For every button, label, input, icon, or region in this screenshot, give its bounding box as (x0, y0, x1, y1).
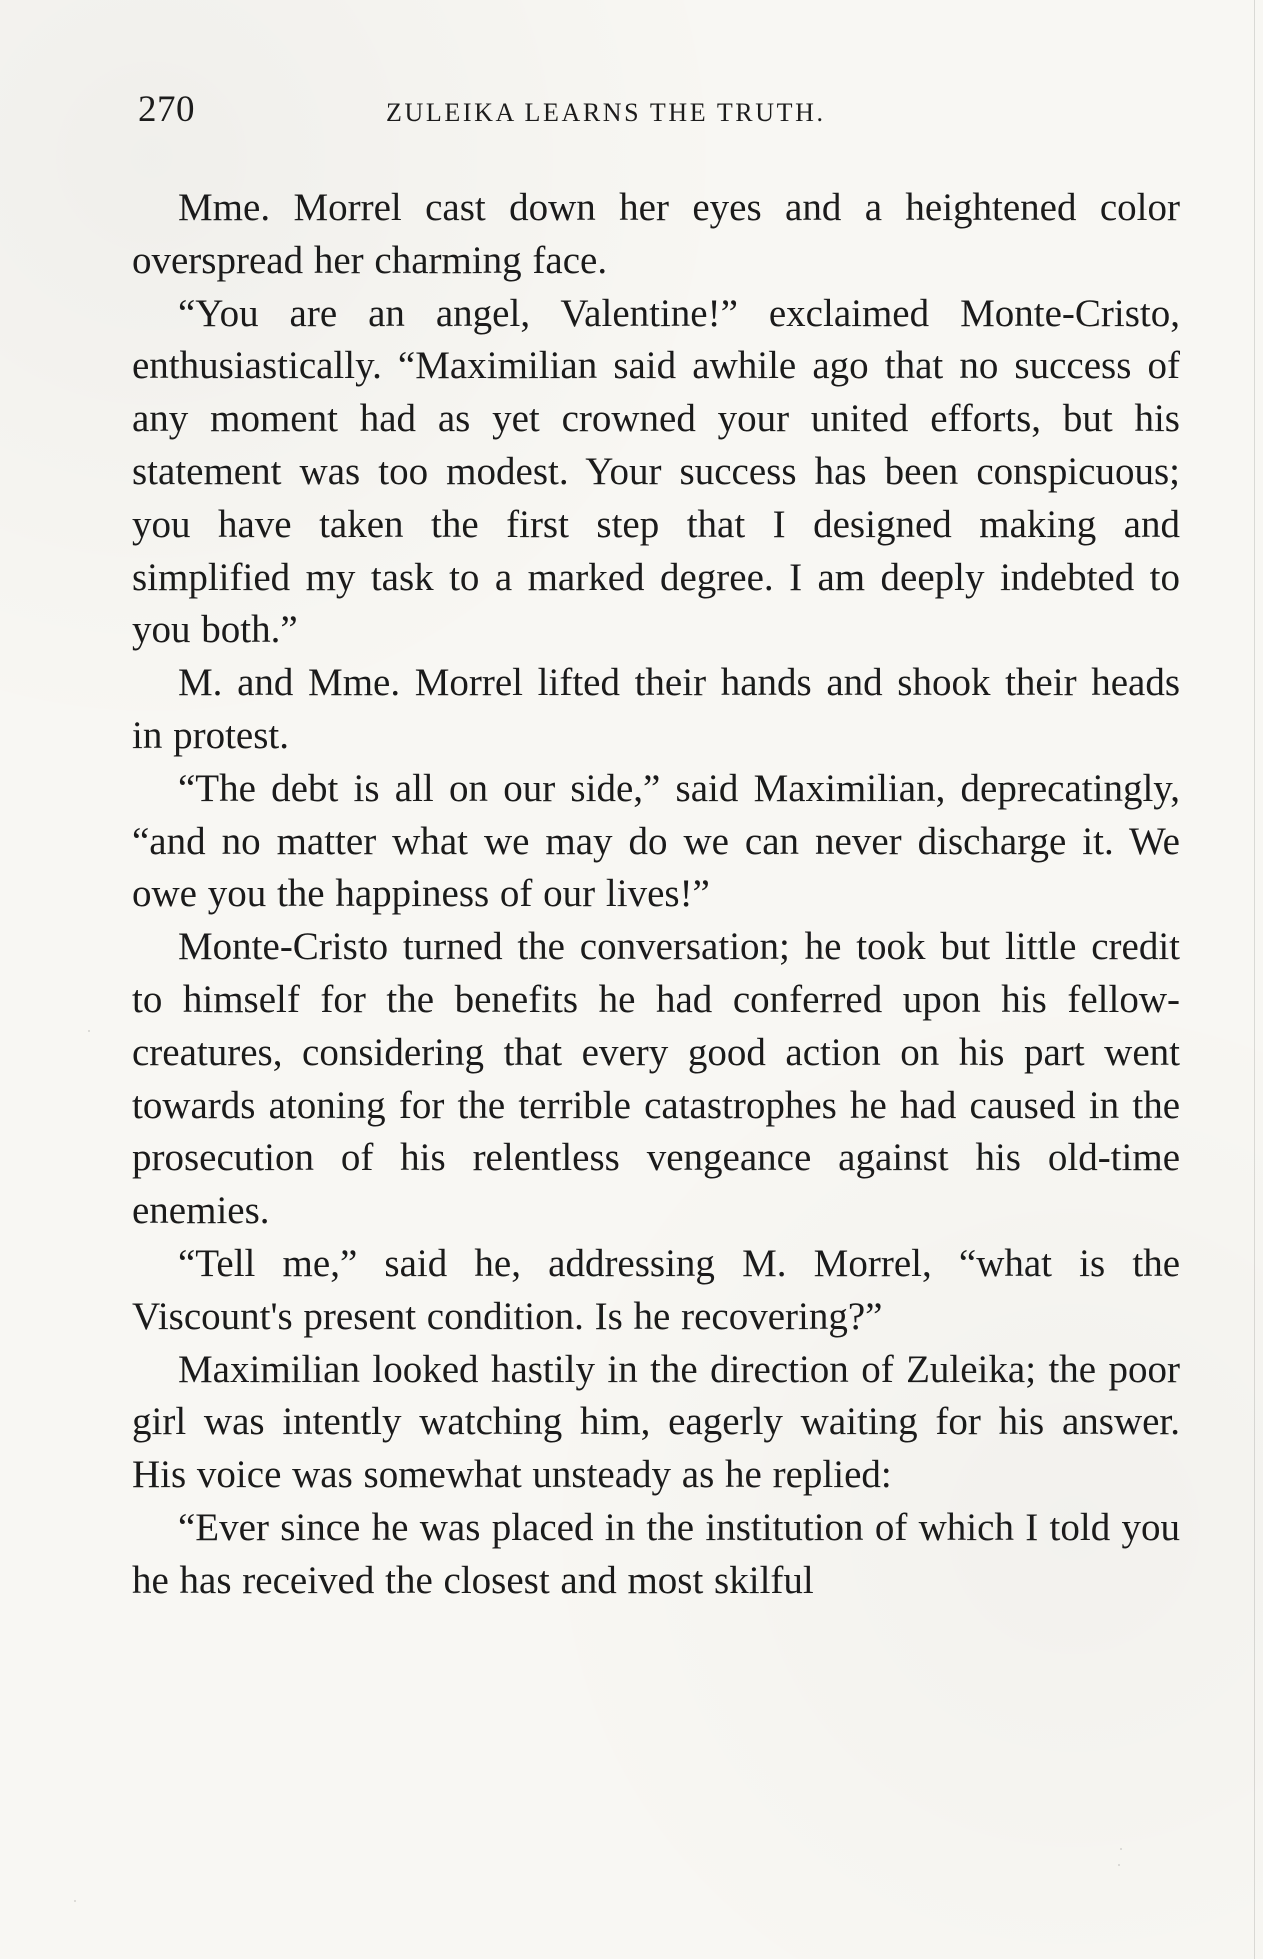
paragraph-3: M. and Mme. Morrel lifted their hands and shook their heads in protest. (132, 661, 1180, 757)
paragraph-1: Mme. Morrel cast down her eyes and a heightened color overspread her charming face. (132, 186, 1180, 282)
page-header (138, 88, 1178, 148)
paragraph-4: “The debt is all on our side,” said Maximilian, deprecatingly, “and no matter what we may do we can never discharge it. We owe you the happiness of our lives!” (132, 766, 1180, 916)
page-number: 270 (138, 89, 195, 130)
body-text (132, 182, 1180, 1608)
page-edge-line (1254, 0, 1255, 1959)
paper-speck (1118, 1864, 1120, 1866)
paragraph-8: “Ever since he was placed in the institution of which I told you he has received the closest and most skilful (132, 1505, 1180, 1602)
paragraph-5: Monte-Cristo turned the conversation; he took but little credit to himself for the benefits he had conferred upon his fellow-creatures, considering that every good action on his part went towards atoning for the terrible catastrophes he had caused in the prosecution of his relentless vengeance against his old-time enemies. (132, 925, 1180, 1233)
paper-speck (88, 1030, 90, 1032)
paragraph-7: Maximilian looked hastily in the direction of Zuleika; the poor girl was intently watching him, eagerly waiting for his answer. His voice was somewhat unsteady as he replied: (132, 1347, 1180, 1497)
paragraph-6: “Tell me,” said he, addressing M. Morrel, “what is the Viscount's present condition. Is he recovering?” (132, 1241, 1180, 1338)
running-head: ZULEIKA LEARNS THE TRUTH. (386, 98, 826, 127)
paper-speck (74, 1900, 76, 1902)
paragraph-2: “You are an angel, Valentine!” exclaimed Monte-Cristo, enthusiastically. “Maximilian said awhile ago that no success of any moment had as yet crowned your united efforts, but his statement was too modest. Your success has been conspicuous; you have taken the first step that I designed making and simplified my task to a marked degree. I am deeply indebted to you both.” (132, 291, 1180, 652)
paper-speck (1120, 1848, 1122, 1850)
